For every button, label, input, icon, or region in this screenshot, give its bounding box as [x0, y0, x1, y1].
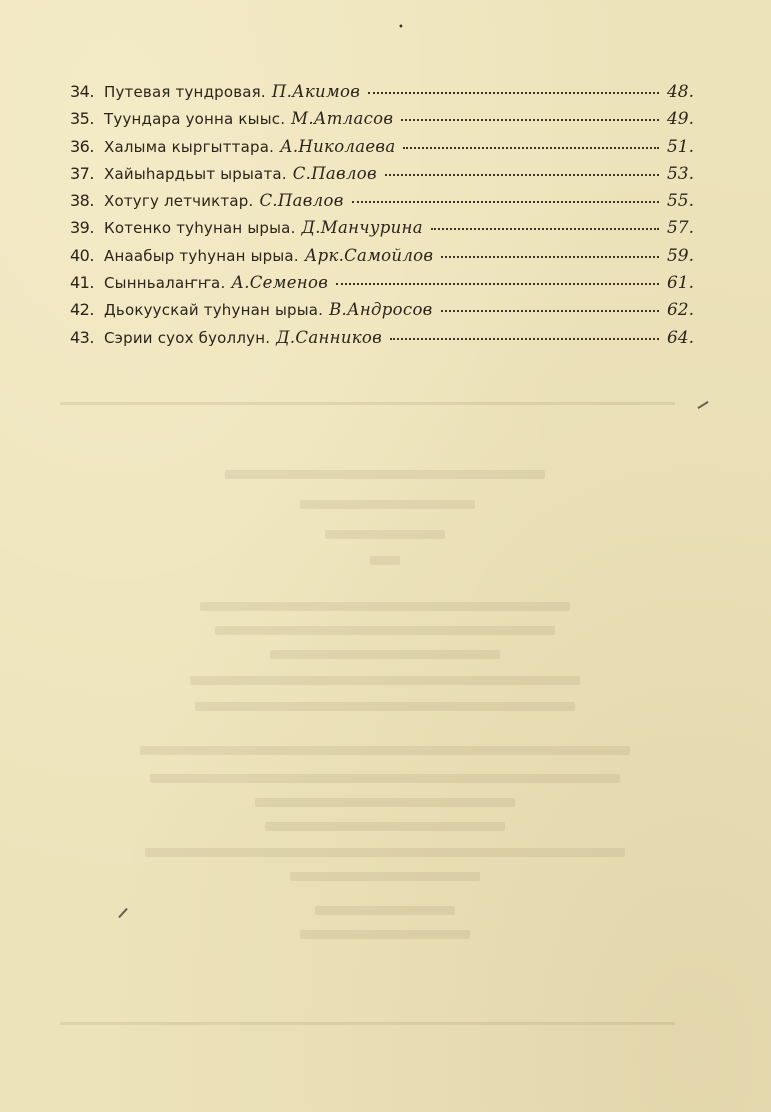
entry-page-number: 53. [666, 163, 694, 184]
entry-number: 43. [70, 327, 94, 347]
toc-entry [70, 246, 694, 273]
entry-author: П.Акимов [271, 82, 361, 101]
dot-leader [390, 338, 659, 340]
entry-page-number: 57. [666, 218, 694, 239]
entry-author: Арк.Самойлов [304, 245, 434, 265]
entry-page-number: 49. [666, 109, 694, 130]
entry-number: 35. [70, 109, 94, 129]
dot-leader [336, 283, 659, 285]
dot-leader [441, 256, 659, 258]
ink-speck: • [398, 22, 404, 33]
entry-page-number: 59. [666, 245, 694, 266]
entry-author: С.Павлов [259, 191, 344, 211]
dot-leader [352, 201, 659, 203]
entry-title: Хотугу летчиктар. [104, 192, 254, 211]
entry-page-number: 64. [666, 327, 694, 348]
entry-title: Котенко туһунан ырыа. [104, 219, 296, 238]
pencil-mark [118, 908, 128, 918]
dot-leader [403, 147, 658, 149]
entry-title: Сэрии суох буоллун. [104, 328, 271, 347]
dot-leader [385, 174, 659, 176]
dot-leader [401, 119, 659, 121]
entry-page-number: 48. [666, 82, 694, 102]
entry-author: С.Павлов [292, 163, 377, 183]
entry-author: В.Андросов [329, 300, 433, 320]
entry-number: 37. [70, 163, 94, 183]
entry-page-number: 51. [666, 136, 694, 157]
entry-title: Туундара уонна кыыс. [104, 110, 286, 129]
entry-title: Сынньалаҥҥа. [104, 274, 226, 293]
entry-title: Путевая тундровая. [104, 83, 266, 101]
entry-number: 39. [70, 218, 94, 238]
toc-entry [70, 82, 694, 109]
toc-entry [70, 218, 694, 245]
entry-author: Д.Санников [276, 327, 383, 347]
entry-page-number: 62. [666, 300, 694, 321]
toc-entry [70, 300, 694, 327]
table-of-contents [70, 82, 694, 355]
toc-entry [70, 273, 694, 300]
entry-page-number: 55. [666, 191, 694, 212]
entry-author: М.Атласов [291, 109, 394, 129]
entry-title: Халыма кыргыттара. [104, 137, 275, 156]
dot-leader [368, 92, 659, 94]
entry-number: 36. [70, 136, 94, 156]
entry-title: Хайыһардьыт ырыата. [104, 164, 287, 183]
entry-number: 34. [70, 82, 94, 101]
pencil-mark [697, 401, 708, 409]
entry-number: 42. [70, 300, 94, 320]
toc-entry [70, 328, 694, 355]
toc-entry [70, 191, 694, 218]
entry-title: Анаабыр туһунан ырыа. [104, 246, 299, 265]
entry-number: 38. [70, 191, 94, 211]
entry-page-number: 61. [666, 273, 694, 294]
entry-author: А.Семенов [231, 273, 329, 293]
dot-leader [431, 228, 659, 230]
toc-entry [70, 109, 694, 136]
entry-author: А.Николаева [280, 136, 396, 156]
toc-entry [70, 164, 694, 191]
toc-entry [70, 137, 694, 164]
entry-title: Дьокуускай туһунан ырыа. [104, 301, 324, 320]
dot-leader [441, 310, 659, 312]
entry-number: 40. [70, 245, 94, 265]
entry-author: Д.Манчурина [301, 218, 423, 238]
entry-number: 41. [70, 273, 94, 293]
